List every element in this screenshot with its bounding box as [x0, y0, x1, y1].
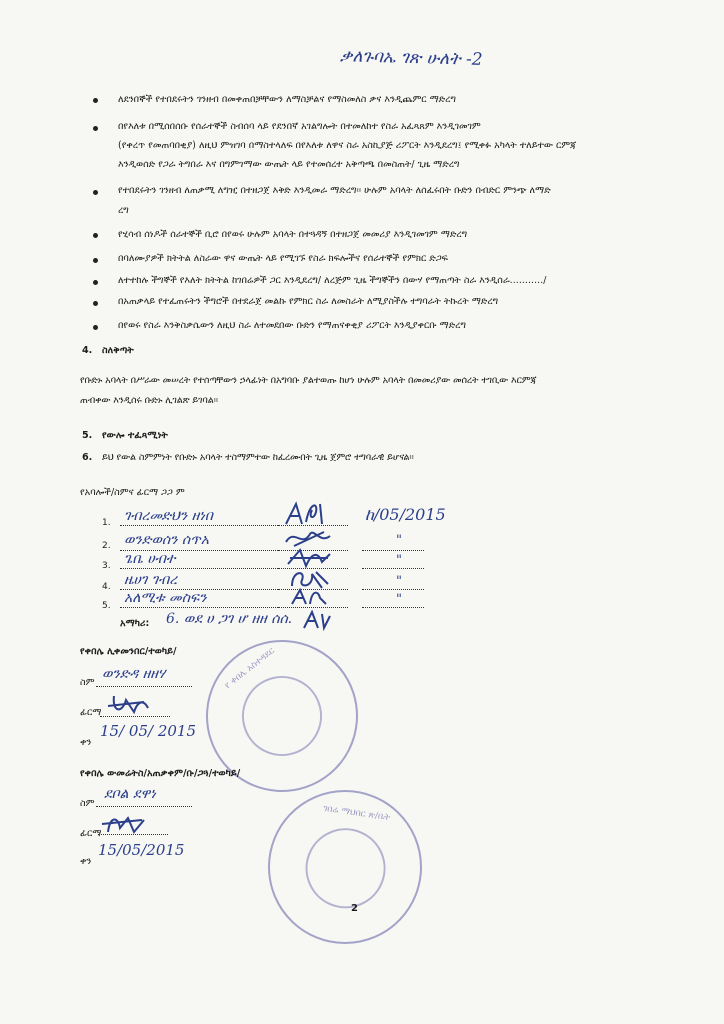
official-stamp [245, 767, 445, 967]
member-date: " [396, 574, 402, 589]
stamp-text: ገበሬ ማህበር ጽ/ቤት [322, 803, 391, 824]
member-date: " [396, 553, 402, 568]
name-line [120, 607, 278, 608]
bullet-dot [93, 301, 98, 306]
bullet-dot [93, 98, 98, 103]
section-4-number: 4. [82, 345, 93, 356]
approver1-name-label: ስም [80, 677, 95, 688]
bullet-item: የሂሳብ ሰነዶች ሰራተኞች ቢሮ በየወሩ ሁሉም አባላት በተጓዳኝ በተዘጋጀ መመሪያ እንዲገመገም ማድረግ [118, 229, 468, 240]
name-line [96, 806, 192, 807]
approver1-signature-label: ፊርማ [80, 707, 102, 718]
bullet-item: በባለሙያዎች ክትትል ለስራው ዋና ውጤት ላይ የሚገኙ የስራ ክፍሎችና የሰራተኞች የምክር ድጋፍ [118, 253, 448, 264]
approver1-date: 15/ 05/ 2015 [100, 722, 196, 740]
member-number: 5. [102, 601, 111, 611]
member-number: 1. [102, 518, 111, 528]
section-6-number: 6. [82, 452, 93, 463]
stamp-emblem [232, 666, 333, 767]
approver1-date-label: ቀን [80, 737, 92, 748]
members-label: የአባሎች/ስምና ፊርማ ጋጋ ም [80, 487, 185, 498]
name-line [120, 568, 278, 569]
bullet-item: በአጠቃላይ የተፈጠሩትን ችግሮች በተደራጀ መልኩ የምክር ስራ ለመስራት ለሚያስችሉ ተግባራት ትኩረት ማድረግ [118, 296, 499, 307]
official-stamp [186, 620, 378, 812]
member-name: አለሚቱ መስፍን [124, 590, 207, 606]
approver2-date-label: ቀን [80, 856, 92, 867]
section-5-title: የውሎ ተፈጻሚነት [102, 430, 168, 441]
member-name: ወንድወሰን ሰጥአ [124, 532, 209, 548]
approver1-role: የቀበሌ ሊቀመንበር/ተወካይ/ [80, 646, 177, 657]
page-number: 2 [351, 903, 358, 914]
signature-line [100, 716, 170, 717]
bullet-dot [93, 280, 98, 285]
approver2-role: የቀበሌ ውመሬትስ/አጠቃቀም/ቡ/ጋጓ/ተወካይ/ [80, 768, 241, 779]
date-line [362, 589, 424, 590]
member-number: 2. [102, 541, 111, 551]
stamp-emblem [293, 816, 397, 920]
member-date: " [396, 533, 402, 548]
member-number: 4. [102, 582, 111, 592]
member-name: ጌቤ ሀብተ [124, 551, 176, 567]
section-4-text: የቡድኑ አባላት በሥራው መሠረት የተሰጣቸውን ኃላፊነት በአግባቡ ያልተወጡ ከሆነ ሁሉም አባላት በመመሪያው መሰረት ተገቢው እርምጃ [80, 375, 537, 386]
bullet-item-continuation: ረግ [118, 205, 129, 216]
approver2-name: ደቦል ደዋነ [104, 786, 156, 802]
name-line [120, 525, 278, 526]
member-number: 3. [102, 561, 111, 571]
bullet-item: የተበደሩትን ገንዘብ ለጠቃሚ ለግዢ በተዘጋጀ እቅድ እንዲመራ ማድረግ፡፡ ሁሉም አባላት ለሰፈሩበት ቡድን በብድር ምንጭ ለማድ [118, 185, 551, 196]
bullet-item: በየወሩ የስራ እንቅስቃሴውን ለዚህ ስራ ለተመደበው ቡድን የማጠናቀቂያ ሪፖርት እንዲያቀርቡ ማድረግ [118, 320, 466, 331]
approver2-signature [100, 812, 150, 836]
member-name: ገብረመድህን ዘነበ [124, 508, 213, 524]
approver1-signature [104, 692, 154, 716]
bullet-item-continuation: (የቀረጥ የመጠባበቂያ) ለዚህ ምዝገባ በማስተላለፍ በየእለቱ ለዋና ስራ አስኪያጅ ሪፖርት እንዲደረግ፤ የሚቀፉ አካላት ተለይተው ርምጃ [118, 140, 577, 151]
advisor-value: 6. ወደ ሀ ጋገ ሆ ዘዘ ሰሰ. [166, 611, 293, 627]
approver2-name-label: ስም [80, 798, 95, 809]
bullet-dot [93, 325, 98, 330]
section-4-text: ጠብቀው እንዲሰሩ ቡድኑ ሊገልጽ ይገባል። [80, 395, 218, 406]
stamp-text: የ ቀበሌ አስተዳደር [223, 646, 277, 692]
approver2-date: 15/05/2015 [98, 841, 185, 859]
approver2-signature-label: ፊርማ [80, 828, 102, 839]
bullet-item-continuation: እንዲወሰድ የጋራ ትግበራ እና በግምገማው ውጤት ላይ የተመሰረተ አቅጣጫ በመስጠት/ ጊዜ ማድረግ [118, 159, 460, 170]
member-name: ዜሀገ ገብረ [124, 572, 178, 588]
date-line [362, 550, 424, 551]
name-line [96, 686, 192, 687]
date-line [362, 568, 424, 569]
bullet-dot [93, 233, 98, 238]
bullet-item: ለተተከሉ ችግኞች የእለት ክትትል ከገበሬዎች ጋር እንዲደረግ/ ለረጅም ጊዜ ችግኞችን በውሃ የማጠጣት ስራ እንዲሰራ.........../ [118, 275, 547, 286]
bullet-dot [93, 258, 98, 263]
bullet-dot [93, 126, 98, 131]
handwritten-title: ቃለጉባኤ ገጽ ሁለት -2 [339, 46, 483, 70]
section-6-text: ይህ የውል ስምምነት የቡድኑ አባላት ተስማምተው ከፈረሙበት ጊዜ ጀምሮ ተግባራዊ ይሆናል። [102, 452, 414, 463]
member-date: ከ/05/2015 [365, 505, 446, 524]
approver1-name: ወንድዳ ዘዘሃ [102, 666, 166, 682]
member-date: " [396, 592, 402, 607]
advisor-signature [300, 608, 334, 632]
date-line [362, 607, 424, 608]
signature-line [98, 834, 168, 835]
section-5-number: 5. [82, 430, 93, 441]
bullet-dot [93, 190, 98, 195]
advisor-label: አማካሪ: [120, 618, 150, 629]
section-4-title: ስለቅጣት [102, 345, 134, 356]
bullet-item: በየእለቱ በሚሰበሰቡ የሰራተኞች ስብሰባ ላይ የደንበኛ አገልግሎት በተመለከተ የስራ አፈጻጸም እንዲገመገም [118, 121, 481, 132]
bullet-item: ለደንበኞች የተበደሩትን ገንዘብ በመቀጠበቻቸውን ለማስቻልና የማስመለስ ቃና እንዲጨምር ማድረግ [118, 94, 456, 105]
